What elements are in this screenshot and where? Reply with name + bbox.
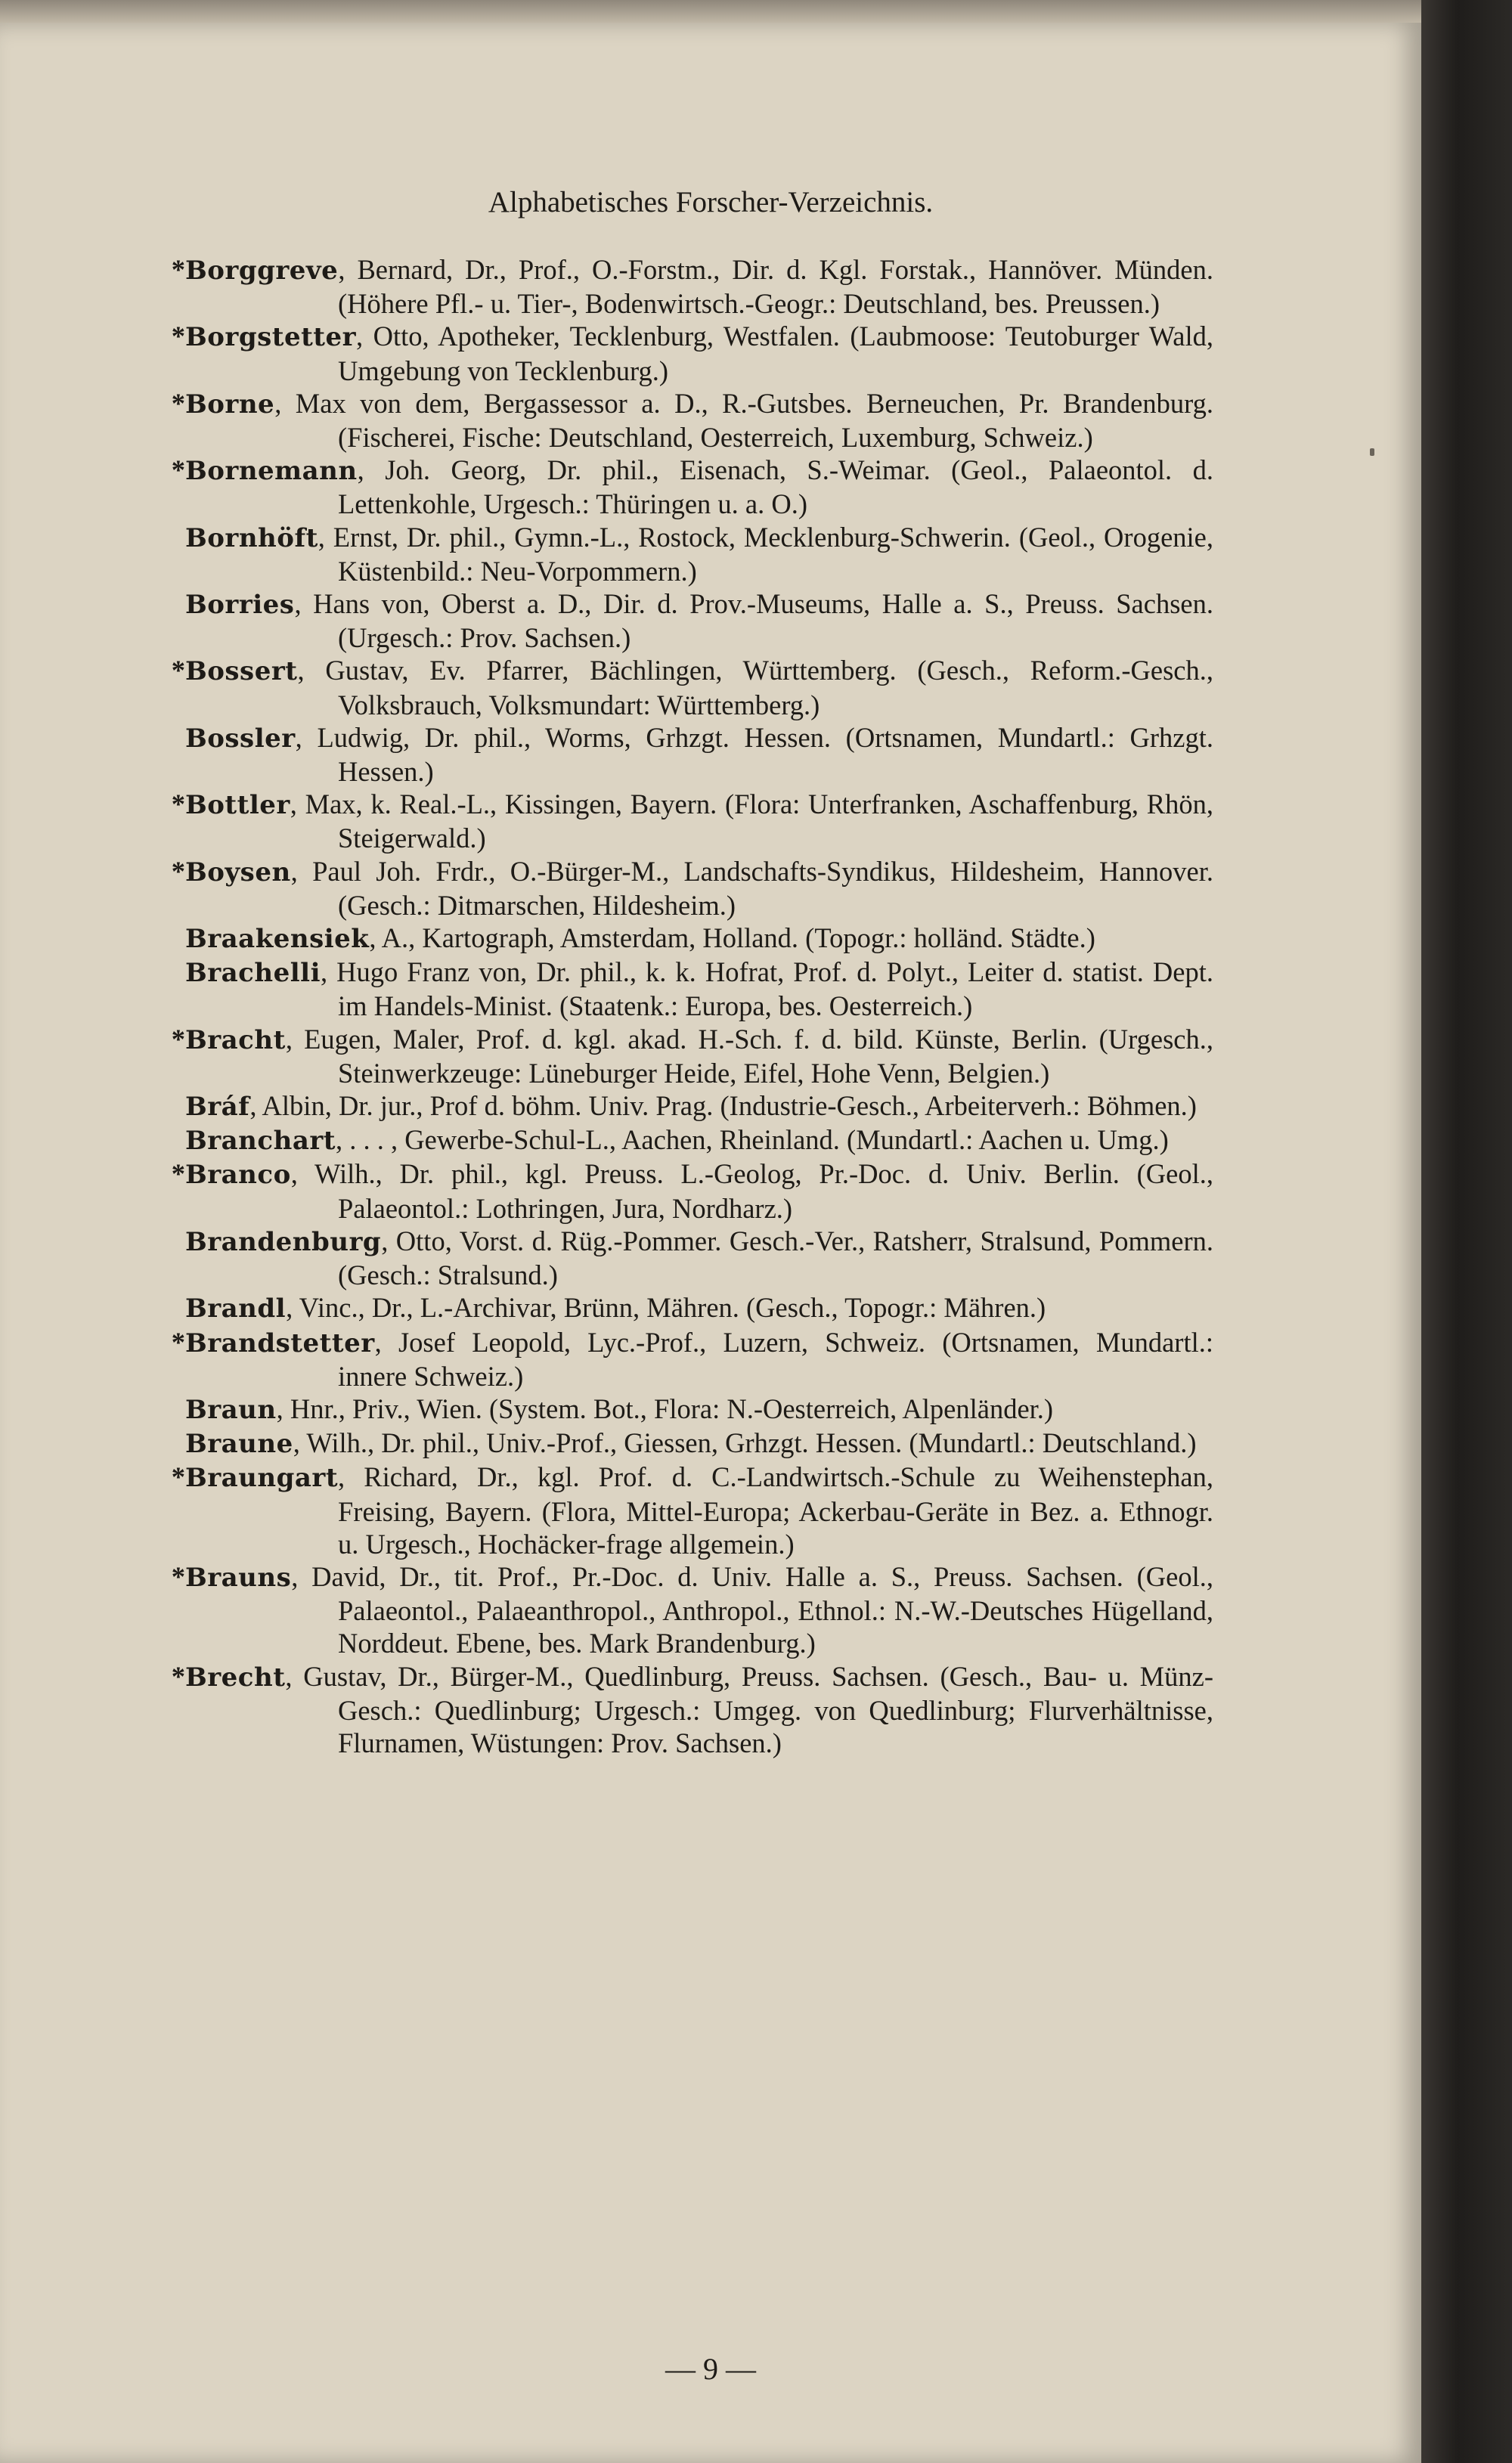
entry-surname: Bossler xyxy=(185,723,296,754)
entry-details: , David, Dr., tit. Prof., Pr.-Doc. d. Univ. Halle a. S., Preuss. Sachsen. (Geol., Palaeontol., Palaeanthropol., Anthropol., Ethnol.: N.-W.-Deutsches Hügelland, Norddeut. Ebene, bes. Mark Brandenburg.) xyxy=(291,1560,1213,1659)
entry-details: , Gustav, Dr., Bürger-M., Quedlinburg, Preuss. Sachsen. (Gesch., Bau- u. Münz-Gesch.: Quedlinburg; Urgesch.: Umgeg. von Quedlinburg; Flurverhältnisse, Flurnamen, Wüstungen: Prov. Sachsen.) xyxy=(285,1660,1213,1758)
asterisk-marker: * xyxy=(171,788,185,820)
asterisk-marker: * xyxy=(171,254,185,285)
entry-details: , Max, k. Real.-L., Kissingen, Bayern. (Flora: Unterfranken, Aschaffenburg, Rhön, Steigerwald.) xyxy=(290,788,1213,854)
entry-surname: Branchart xyxy=(185,1126,336,1157)
directory-entry xyxy=(170,454,1213,520)
directory-entry xyxy=(170,1393,1213,1427)
book-page xyxy=(0,23,1421,2463)
page-header: Alphabetisches Forscher-Verzeichnis. xyxy=(488,186,934,218)
directory-entry xyxy=(170,320,1213,386)
entry-details: , A., Kartograph, Amsterdam, Holland. (Topogr.: holländ. Städte.) xyxy=(369,922,1095,954)
entry-details: , Wilh., Dr. phil., kgl. Preuss. L.-Geolog, Pr.-Doc. d. Univ. Berlin. (Geol., Palaeontol.: Lothringen, Jura, Nordharz.) xyxy=(290,1158,1213,1224)
asterisk-marker: * xyxy=(171,655,185,686)
asterisk-marker: * xyxy=(171,1158,185,1190)
entry-details: , Ernst, Dr. phil., Gymn.-L., Rostock, Mecklenburg-Schwerin. (Geol., Orogenie, Küstenbild.: Neu-Vorpommern.) xyxy=(318,521,1213,587)
entry-details: , Otto, Vorst. d. Rüg.-Pommer. Gesch.-Ver., Ratsherr, Stralsund, Pommern. (Gesch.: Stralsund.) xyxy=(338,1225,1213,1291)
entry-surname: Braakensiek xyxy=(185,924,370,955)
entry-details: , Hugo Franz von, Dr. phil., k. k. Hofrat, Prof. d. Polyt., Leiter d. statist. Dept. im Handels-Minist. (Staatenk.: Europa, bes. Oesterreich.) xyxy=(320,956,1213,1022)
entry-surname: Bottler xyxy=(185,790,290,821)
entry-surname: Brandstetter xyxy=(185,1328,375,1359)
entry-details: , Hnr., Priv., Wien. (System. Bot., Flora: N.-Oesterreich, Alpenländer.) xyxy=(276,1393,1054,1424)
entry-details: , Hans von, Oberst a. D., Dir. d. Prov.-Museums, Halle a. S., Preuss. Sachsen. (Urgesch.: Prov. Sachsen.) xyxy=(294,588,1213,654)
entry-details: , Bernard, Dr., Prof., O.-Forstm., Dir. d. Kgl. Forstak., Hannöver. Münden. (Höhere Pfl.- u. Tier-, Bodenwirtsch.-Geogr.: Deutschland, bes. Preussen.) xyxy=(338,254,1213,320)
entry-surname: Brandl xyxy=(185,1293,287,1324)
entry-surname: Bráf xyxy=(185,1092,250,1123)
asterisk-marker: * xyxy=(171,1660,185,1692)
directory-entry xyxy=(170,855,1213,922)
entry-surname: Bracht xyxy=(185,1024,286,1055)
asterisk-marker: * xyxy=(171,1023,185,1055)
directory-entry xyxy=(170,1326,1213,1393)
directory-entry xyxy=(170,1157,1213,1224)
entry-details: , Vinc., Dr., L.-Archivar, Brünn, Mähren. (Gesch., Topogr.: Mähren.) xyxy=(286,1292,1046,1324)
entry-surname: Brecht xyxy=(185,1662,286,1693)
directory-entry xyxy=(170,721,1213,788)
entry-surname: Branco xyxy=(185,1160,291,1191)
directory-entry xyxy=(170,587,1213,654)
entry-details: , Max von dem, Bergassessor a. D., R.-Gutsbes. Berneuchen, Pr. Brandenburg. (Fischerei, Fische: Deutschland, Oesterreich, Luxemburg, Schweiz.) xyxy=(274,387,1213,454)
asterisk-marker: * xyxy=(171,855,185,887)
entry-details: , Josef Leopold, Lyc.-Prof., Luzern, Schweiz. (Ortsnamen, Mundartl.: innere Schweiz.) xyxy=(338,1326,1213,1392)
directory-entry xyxy=(170,387,1213,454)
directory-entry xyxy=(170,253,1213,320)
asterisk-marker: * xyxy=(171,1326,185,1358)
entry-surname: Boysen xyxy=(185,857,291,888)
asterisk-marker: * xyxy=(171,387,185,419)
directory-entry xyxy=(170,788,1213,854)
entry-surname: Bornemann xyxy=(185,456,358,487)
entry-details: , Richard, Dr., kgl. Prof. d. C.-Landwirtsch.-Schule zu Weihenstephan, Freising, Bayern. (Flora, Mittel-Europa; Ackerbau-Geräte in Bez. a. Ethnogr. u. Urgesch., Hochäcker-frage allgemein.) xyxy=(338,1461,1213,1560)
entry-list xyxy=(170,253,1213,1759)
directory-entry xyxy=(170,1089,1213,1123)
margin-mark xyxy=(1370,448,1374,456)
entry-details: , Otto, Apotheker, Tecklenburg, Westfalen. (Laubmoose: Teutoburger Wald, Umgebung von Tecklenburg.) xyxy=(338,321,1213,386)
entry-details: , Wilh., Dr. phil., Univ.-Prof., Giessen, Grhzgt. Hessen. (Mundartl.: Deutschland.) xyxy=(293,1427,1197,1459)
entry-details: , Joh. Georg, Dr. phil., Eisenach, S.-Weimar. (Geol., Palaeontol. d. Lettenkohle, Urgesch.: Thüringen u. a. O.) xyxy=(338,454,1213,520)
entry-surname: Braungart xyxy=(185,1463,339,1494)
entry-surname: Brauns xyxy=(185,1562,292,1593)
entry-details: , Eugen, Maler, Prof. d. kgl. akad. H.-Sch. f. d. bild. Künste, Berlin. (Urgesch., Steinwerkzeuge: Lüneburger Heide, Eifel, Hohe Venn, Belgien.) xyxy=(285,1023,1213,1089)
directory-entry xyxy=(170,956,1213,1022)
entry-surname: Borgstetter xyxy=(185,322,357,353)
directory-entry xyxy=(170,521,1213,587)
entry-details: , Albin, Dr. jur., Prof d. böhm. Univ. Prag. (Industrie-Gesch., Arbeiterverh.: Böhmen.) xyxy=(249,1090,1197,1122)
directory-entry xyxy=(170,1023,1213,1089)
book-binding-edge xyxy=(1421,0,1512,2463)
entry-details: , . . . , Gewerbe-Schul-L., Aachen, Rheinland. (Mundartl.: Aachen u. Umg.) xyxy=(335,1124,1169,1156)
directory-entry xyxy=(170,1660,1213,1760)
entry-surname: Brachelli xyxy=(185,958,321,989)
entry-details: , Gustav, Ev. Pfarrer, Bächlingen, Württemberg. (Gesch., Reform.-Gesch., Volksbrauch, Volksmundart: Württemberg.) xyxy=(297,655,1213,720)
asterisk-marker: * xyxy=(171,1461,185,1493)
page-number: — 9 — xyxy=(665,2352,756,2386)
entry-surname: Borggreve xyxy=(185,256,339,286)
entry-surname: Bossert xyxy=(185,656,298,687)
directory-entry xyxy=(170,1225,1213,1291)
directory-entry xyxy=(170,922,1213,956)
directory-entry xyxy=(170,654,1213,720)
entry-surname: Borries xyxy=(185,590,295,621)
entry-surname: Braune xyxy=(185,1429,293,1460)
entry-surname: Braun xyxy=(185,1394,277,1425)
entry-surname: Bornhöft xyxy=(185,522,318,553)
directory-entry xyxy=(170,1291,1213,1325)
asterisk-marker: * xyxy=(171,321,185,352)
entry-details: , Ludwig, Dr. phil., Worms, Grhzgt. Hessen. (Ortsnamen, Mundartl.: Grhzgt. Hessen.) xyxy=(295,721,1213,788)
directory-entry xyxy=(170,1461,1213,1560)
asterisk-marker: * xyxy=(171,454,185,486)
directory-entry xyxy=(170,1560,1213,1660)
entry-surname: Brandenburg xyxy=(185,1226,382,1257)
asterisk-marker: * xyxy=(171,1560,185,1592)
directory-entry xyxy=(170,1123,1213,1157)
entry-details: , Paul Joh. Frdr., O.-Bürger-M., Landschafts-Syndikus, Hildesheim, Hannover. (Gesch.: Ditmarschen, Hildesheim.) xyxy=(290,855,1213,921)
entry-surname: Borne xyxy=(185,389,275,420)
directory-entry xyxy=(170,1427,1213,1461)
